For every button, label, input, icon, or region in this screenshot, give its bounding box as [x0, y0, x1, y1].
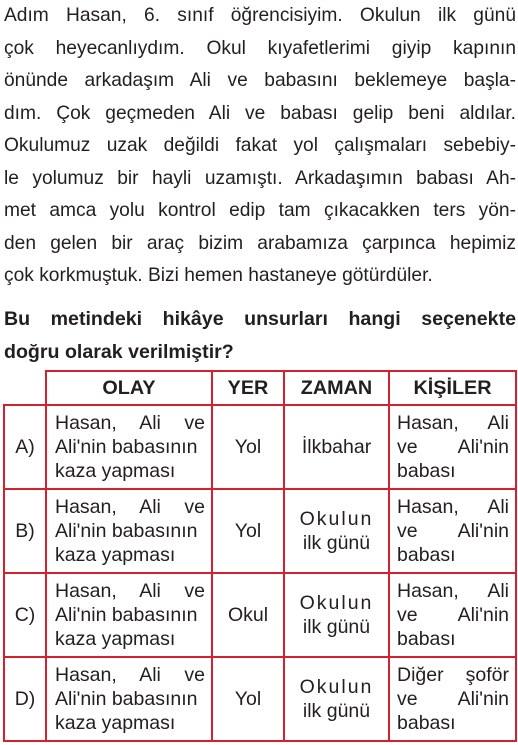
zaman-line: Okulun	[299, 592, 374, 614]
yer-cell: Yol	[212, 405, 284, 489]
olay-cell	[46, 489, 212, 573]
kisiler-line: ve Ali'nin	[397, 436, 509, 458]
question-line: doğru olarak verilmiştir?	[4, 341, 234, 363]
kisiler-line: babası	[397, 460, 456, 482]
option-letter[interactable]: B)	[4, 489, 46, 573]
passage-line: den gelen bir araç bizim arabamıza çarpınca hepimiz	[4, 232, 516, 254]
option-letter[interactable]: D)	[4, 657, 46, 741]
header-olay: OLAY	[46, 371, 212, 405]
zaman-line: ilk günü	[302, 532, 371, 554]
kisiler-cell	[389, 573, 516, 657]
olay-line: kaza yapması	[55, 544, 176, 566]
olay-cell	[46, 657, 212, 741]
olay-line: Hasan, Ali ve	[55, 496, 205, 518]
kisiler-line: Hasan, Ali	[397, 412, 509, 434]
option-letter[interactable]: C)	[4, 573, 46, 657]
passage-line: dım. Çok geçmeden Ali ve babası gelip beni aldılar.	[4, 102, 516, 124]
kisiler-line: Diğer şoför	[397, 664, 509, 686]
passage-line: met amca yolu kontrol edip tam çıkacakken ters yön-	[4, 200, 516, 221]
olay-line: Ali'nin babasının	[55, 604, 198, 626]
passage-line: çok korkmuştuk. Bizi hemen hastaneye götürdüler.	[4, 265, 433, 286]
olay-cell	[46, 573, 212, 657]
table-header-row	[4, 371, 516, 405]
olay-line: kaza yapması	[55, 712, 176, 734]
zaman-cell	[284, 405, 389, 489]
olay-line: kaza yapması	[55, 460, 176, 482]
kisiler-line: ve Ali'nin	[397, 520, 509, 542]
olay-line: kaza yapması	[55, 628, 176, 650]
kisiler-line: babası	[397, 628, 456, 650]
passage-line: le yolumuz bir hayli uzamıştı. Arkadaşımın babası Ah-	[4, 167, 516, 189]
zaman-line: Okulun	[299, 676, 374, 698]
kisiler-cell	[389, 489, 516, 573]
header-corner	[4, 371, 46, 405]
passage-line: Okulumuz uzak değildi fakat yol çalışmaları sebebiy-	[4, 135, 516, 156]
passage-line: önünde arkadaşım Ali ve babasını beklemeye başla-	[4, 70, 516, 91]
kisiler-line: babası	[397, 544, 456, 566]
kisiler-line: ve Ali'nin	[397, 688, 509, 710]
olay-line: Hasan, Ali ve	[55, 664, 205, 686]
olay-line: Hasan, Ali ve	[55, 580, 205, 602]
passage-line: Adım Hasan, 6. sınıf öğrencisiyim. Okulun ilk günü	[4, 5, 516, 26]
kisiler-line: ve Ali'nin	[397, 604, 509, 626]
zaman-line: İlkbahar	[301, 436, 372, 458]
yer-cell: Okul	[212, 573, 284, 657]
header-zaman: ZAMAN	[284, 371, 389, 405]
options-table	[3, 370, 517, 742]
zaman-cell	[284, 573, 389, 657]
option-row-d[interactable]	[4, 657, 516, 741]
question-line: Bu metindeki hikâye unsurları hangi seçenekte	[4, 308, 516, 330]
olay-line: Hasan, Ali ve	[55, 412, 205, 434]
option-row-a[interactable]	[4, 405, 516, 489]
question-stem	[4, 303, 516, 369]
yer-cell: Yol	[212, 657, 284, 741]
kisiler-line: Hasan, Ali	[397, 496, 509, 518]
yer-cell: Yol	[212, 489, 284, 573]
option-row-c[interactable]	[4, 573, 516, 657]
olay-line: Ali'nin babasının	[55, 688, 198, 710]
option-letter[interactable]: A)	[4, 405, 46, 489]
olay-line: Ali'nin babasının	[55, 436, 198, 458]
kisiler-cell	[389, 657, 516, 741]
zaman-line: ilk günü	[302, 700, 371, 722]
kisiler-line: Hasan, Ali	[397, 580, 509, 602]
zaman-cell	[284, 657, 389, 741]
zaman-cell	[284, 489, 389, 573]
olay-cell	[46, 405, 212, 489]
passage	[4, 0, 516, 293]
kisiler-cell	[389, 405, 516, 489]
header-kisiler: KİŞİLER	[389, 371, 516, 405]
header-yer: YER	[212, 371, 284, 405]
option-row-b[interactable]	[4, 489, 516, 573]
passage-line: çok heyecanlıydım. Okul kıyafetlerimi giyip kapının	[4, 37, 516, 59]
zaman-line: Okulun	[299, 508, 374, 530]
zaman-line: ilk günü	[302, 616, 371, 638]
olay-line: Ali'nin babasının	[55, 520, 198, 542]
kisiler-line: babası	[397, 712, 456, 734]
